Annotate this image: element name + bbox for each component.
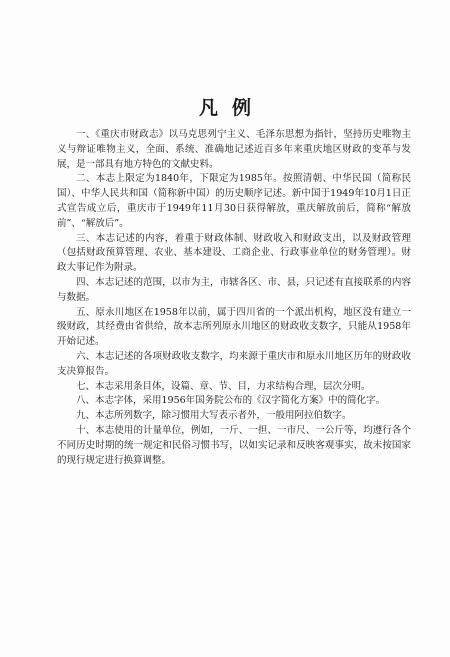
paragraph-2: 二、本志上限定为1840年，下限定为1985年。按照清朝、中华民国（简称民国）、中华人民共和国（简称新中国）的历史顺序记述。新中国于1949年10月1日正式宣告成立后，重庆市于1949年11月30日获得解放，重庆解放前后，简称“解放前”、“解放后”。 <box>57 173 411 229</box>
paragraph-8: 八、本志字体，采用1956年国务院公布的《汉字简化方案》中的简化字。 <box>76 395 386 407</box>
document-body <box>57 128 411 468</box>
paragraph-7: 七、本志采用条目体，设篇、章、节、目，力求结构合理，层次分明。 <box>76 380 371 392</box>
paragraph-3: 三、本志记述的内容，着重于财政体制、财政收入和财政支出，以及财政管理（包括财政预算管理、农业、基本建设、工商企业、行政事业单位的财务管理）。财政大事记作为附录。 <box>57 232 411 274</box>
paragraph-5: 五、原永川地区在1958年以前，属于四川省的一个派出机构，地区没有建立一级财政，其经费由省供给，故本志所列原永川地区的财政收支数字，只能从1958年开始记述。 <box>57 306 411 348</box>
paragraph-4: 四、本志记述的范围，以市为主，市辖各区、市、县，只记述有直接联系的内容与数据。 <box>57 276 411 303</box>
paragraph-10: 十、本志使用的计量单位，例如，一斤、一担、一市尺、一公斤等，均遵行各个不同历史时期的统一规定和民俗习惯书写，以如实记录和反映客观事实，故未按国家的现行规定进行换算调整。 <box>57 424 411 466</box>
page-title: 凡例 <box>198 97 265 119</box>
paragraph-6: 六、本志记述的各项财政收支数字，均来源于重庆市和原永川地区历年的财政收支决算报告。 <box>57 350 411 377</box>
paragraph-9: 九、本志所列数字，除习惯用大写表示者外，一般用阿拉伯数字。 <box>76 410 352 422</box>
paragraph-1: 一、《重庆市财政志》以马克思列宁主义、毛泽东思想为指针，坚持历史唯物主义与辩证唯物主义，全面、系统、准确地记述近百多年来重庆地区财政的变革与发展，是一部具有地方特色的文献史料。 <box>57 129 411 170</box>
